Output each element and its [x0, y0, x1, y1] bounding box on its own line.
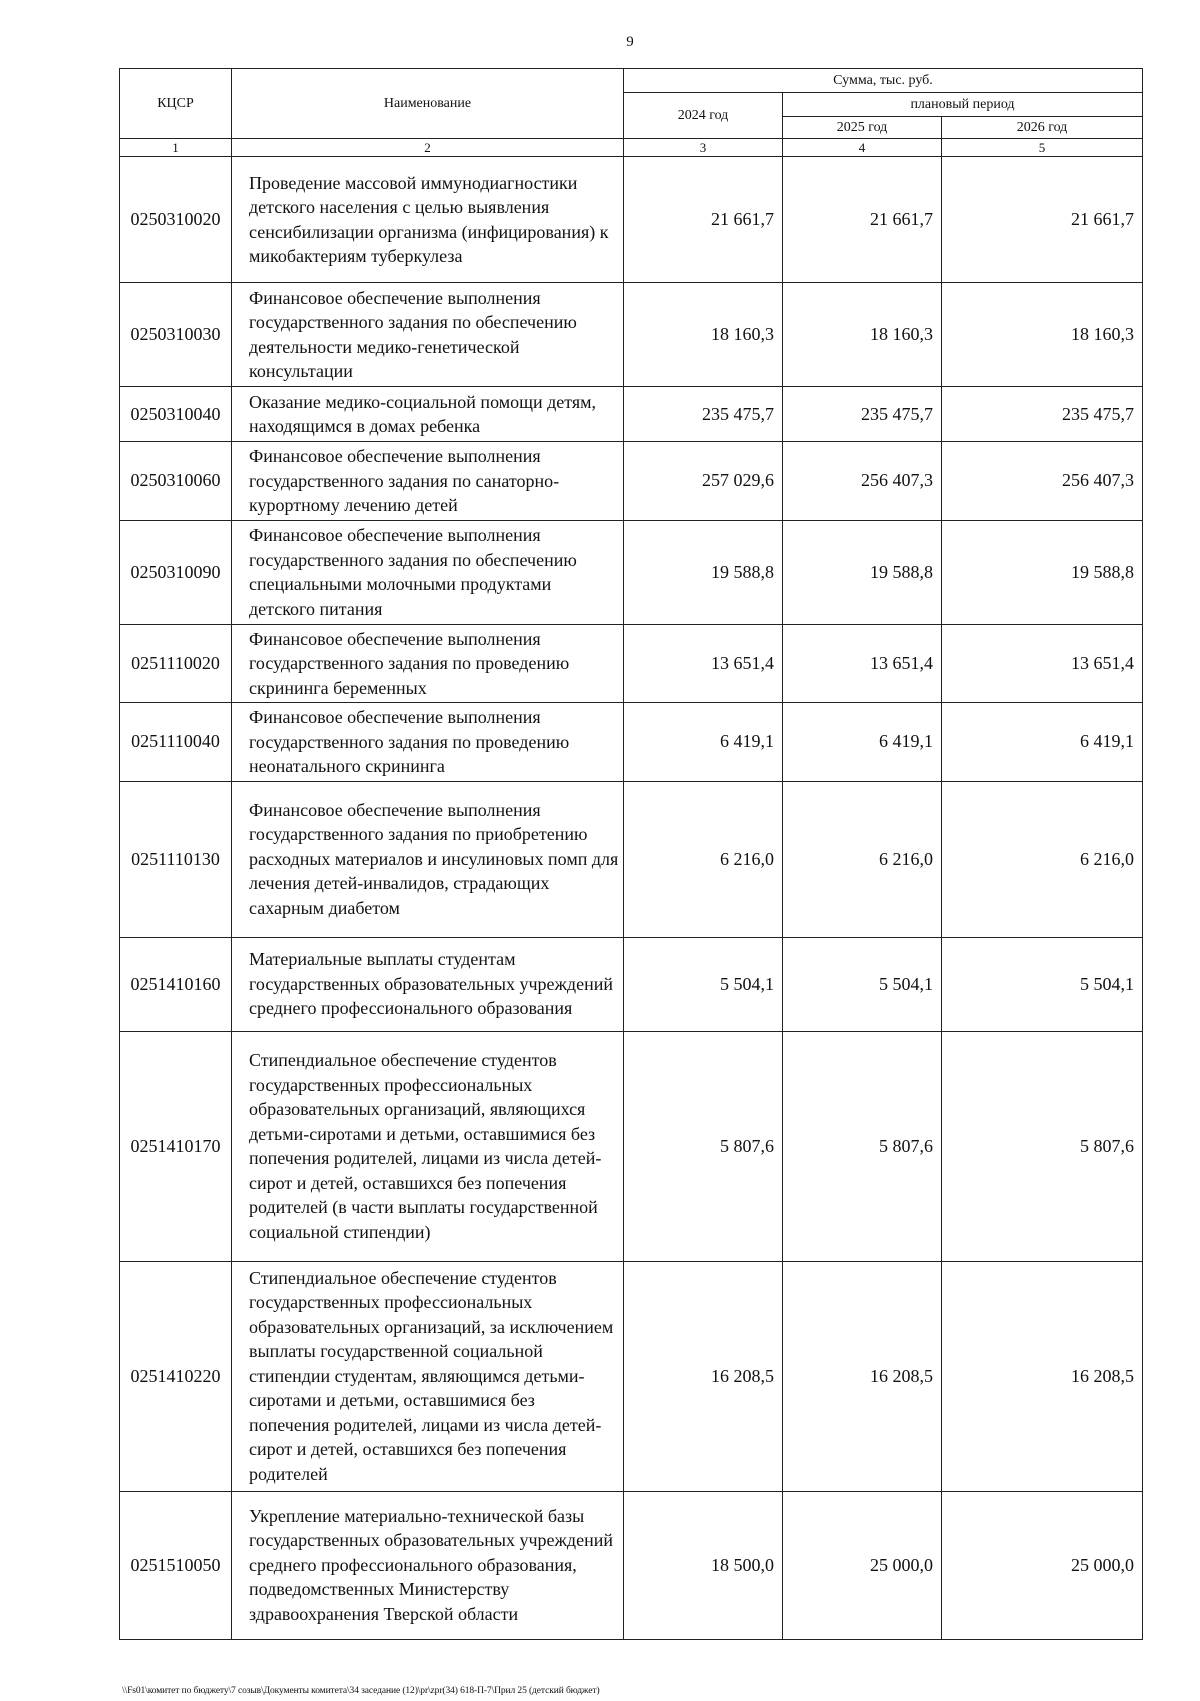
row-value-2024: 18 160,3	[624, 283, 783, 387]
table-row	[120, 520, 1143, 624]
row-name: Стипендиальное обеспечение студентов государственных профессиональных образовательных организаций, являющихся детьми-сиротами и детьми, оставшимися без попечения родителей, лицами из числа детей-сирот и детей, оставшихся без попечения родителей (в части выплаты государственной социальной стипендии)	[232, 1031, 624, 1261]
row-value-2025: 6 419,1	[783, 703, 942, 782]
row-value-2024: 13 651,4	[624, 624, 783, 703]
row-value-2025: 5 504,1	[783, 937, 942, 1031]
row-value-2025: 13 651,4	[783, 624, 942, 703]
table-row	[120, 1491, 1143, 1639]
row-code: 0250310090	[120, 520, 232, 624]
table-row	[120, 624, 1143, 703]
row-value-2024: 235 475,7	[624, 387, 783, 442]
row-value-2026: 235 475,7	[942, 387, 1143, 442]
budget-table	[119, 68, 1143, 1640]
row-value-2026: 25 000,0	[942, 1491, 1143, 1639]
column-number-row	[120, 139, 1143, 157]
row-value-2025: 25 000,0	[783, 1491, 942, 1639]
footer-file-path: \\Fs01\комитет по бюджету\7 созыв\Документы комитета\34 заседание (12)\pr\zpr(34) 618-П-7\Прил 25 (детский бюджет)	[122, 1686, 600, 1696]
row-value-2024: 6 419,1	[624, 703, 783, 782]
row-value-2026: 6 216,0	[942, 781, 1143, 937]
row-name: Финансовое обеспечение выполнения государственного задания по приобретению расходных материалов и инсулиновых помп для лечения детей-инвалидов, страдающих сахарным диабетом	[232, 781, 624, 937]
header-kcsr: КЦСР	[120, 69, 232, 139]
table-row	[120, 283, 1143, 387]
row-name: Стипендиальное обеспечение студентов государственных профессиональных образовательных организаций, за исключением выплаты государственной социальной стипендии студентам, являющимся детьми-сиротами и детьми, оставшимися без попечения родителей, лицами из числа детей-сирот и детей, оставшихся без попечения родителей	[232, 1261, 624, 1491]
header-name: Наименование	[232, 69, 624, 139]
header-year-2024: 2024 год	[624, 93, 783, 139]
row-code: 0250310020	[120, 157, 232, 283]
row-value-2025: 6 216,0	[783, 781, 942, 937]
row-value-2024: 19 588,8	[624, 520, 783, 624]
row-name: Финансовое обеспечение выполнения государственного задания по обеспечению специальными молочными продуктами детского питания	[232, 520, 624, 624]
row-value-2026: 5 504,1	[942, 937, 1143, 1031]
row-value-2025: 235 475,7	[783, 387, 942, 442]
row-value-2025: 21 661,7	[783, 157, 942, 283]
header-year-2025: 2025 год	[783, 117, 942, 139]
page-number: 9	[626, 34, 634, 50]
row-value-2025: 18 160,3	[783, 283, 942, 387]
row-value-2024: 6 216,0	[624, 781, 783, 937]
row-name: Оказание медико-социальной помощи детям, находящимся в домах ребенка	[232, 387, 624, 442]
row-value-2026: 256 407,3	[942, 442, 1143, 521]
row-name: Укрепление материально-технической базы государственных образовательных учреждений среднего профессионального образования, подведомственных Министерству здравоохранения Тверской области	[232, 1491, 624, 1639]
table-row	[120, 1031, 1143, 1261]
table-row	[120, 442, 1143, 521]
row-value-2026: 6 419,1	[942, 703, 1143, 782]
row-value-2026: 16 208,5	[942, 1261, 1143, 1491]
row-value-2024: 21 661,7	[624, 157, 783, 283]
row-value-2026: 13 651,4	[942, 624, 1143, 703]
row-code: 0251510050	[120, 1491, 232, 1639]
column-number: 4	[783, 139, 942, 157]
row-code: 0251110020	[120, 624, 232, 703]
row-code: 0250310030	[120, 283, 232, 387]
row-value-2024: 5 807,6	[624, 1031, 783, 1261]
row-name: Материальные выплаты студентам государственных образовательных учреждений среднего профессионального образования	[232, 937, 624, 1031]
row-code: 0251410170	[120, 1031, 232, 1261]
table-row	[120, 1261, 1143, 1491]
row-value-2025: 16 208,5	[783, 1261, 942, 1491]
row-name: Финансовое обеспечение выполнения государственного задания по проведению неонатального скрининга	[232, 703, 624, 782]
table-row	[120, 937, 1143, 1031]
table-row	[120, 703, 1143, 782]
row-value-2026: 21 661,7	[942, 157, 1143, 283]
table-row	[120, 781, 1143, 937]
row-code: 0251110040	[120, 703, 232, 782]
header-sum: Сумма, тыс. руб.	[624, 69, 1143, 93]
header-plan-period: плановый период	[783, 93, 1143, 117]
row-value-2026: 5 807,6	[942, 1031, 1143, 1261]
column-number: 2	[232, 139, 624, 157]
row-value-2024: 257 029,6	[624, 442, 783, 521]
column-number: 1	[120, 139, 232, 157]
row-code: 0251110130	[120, 781, 232, 937]
column-number: 5	[942, 139, 1143, 157]
row-name: Финансовое обеспечение выполнения государственного задания по проведению скрининга беременных	[232, 624, 624, 703]
row-code: 0251410220	[120, 1261, 232, 1491]
row-code: 0251410160	[120, 937, 232, 1031]
row-value-2025: 19 588,8	[783, 520, 942, 624]
row-name: Финансовое обеспечение выполнения государственного задания по санаторно-курортному лечению детей	[232, 442, 624, 521]
row-value-2024: 18 500,0	[624, 1491, 783, 1639]
table-row	[120, 387, 1143, 442]
column-number: 3	[624, 139, 783, 157]
row-value-2024: 16 208,5	[624, 1261, 783, 1491]
row-name: Финансовое обеспечение выполнения государственного задания по обеспечению деятельности медико-генетической консультации	[232, 283, 624, 387]
header-year-2026: 2026 год	[942, 117, 1143, 139]
row-value-2024: 5 504,1	[624, 937, 783, 1031]
row-code: 0250310040	[120, 387, 232, 442]
row-value-2025: 256 407,3	[783, 442, 942, 521]
row-value-2026: 19 588,8	[942, 520, 1143, 624]
table-row	[120, 157, 1143, 283]
row-name: Проведение массовой иммунодиагностики детского населения с целью выявления сенсибилизации организма (инфицирования) к микобактериям туберкулеза	[232, 157, 624, 283]
row-value-2026: 18 160,3	[942, 283, 1143, 387]
row-code: 0250310060	[120, 442, 232, 521]
row-value-2025: 5 807,6	[783, 1031, 942, 1261]
